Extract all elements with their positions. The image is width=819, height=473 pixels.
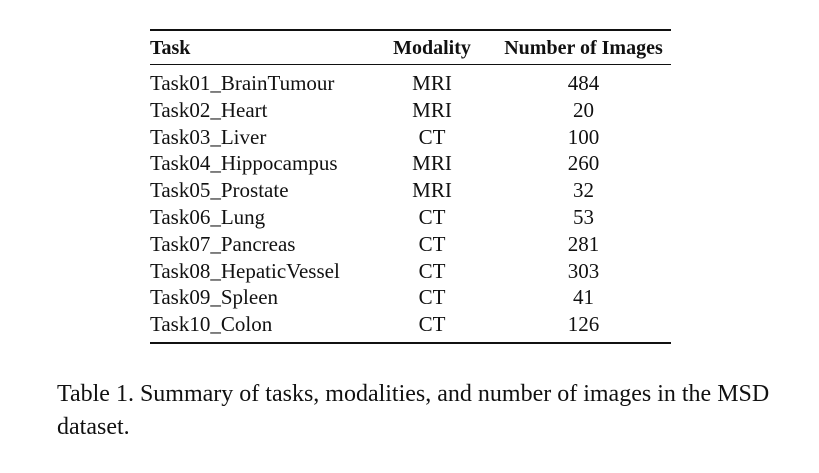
msd-summary-table [150,29,671,344]
table-row [150,311,671,343]
cell-modality: MRI [412,71,452,95]
table-row [150,231,671,258]
table-row [150,150,671,177]
msd-summary-table-container [150,29,671,344]
table-caption: Table 1. Summary of tasks, modalities, and number of images in the MSD dataset. [57,381,770,440]
cell-task: Task07_Pancreas [150,231,296,256]
cell-number-of-images: 41 [573,285,594,310]
cell-number-of-images: 53 [573,204,594,229]
table-header-row [150,30,671,65]
table-row [150,258,671,285]
table-row [150,204,671,231]
cell-task: Task08_HepaticVessel [150,258,340,283]
cell-number-of-images: 484 [567,71,600,95]
cell-number-of-images: 281 [567,231,600,256]
cell-task: Task09_Spleen [150,285,279,310]
cell-modality: CT [418,124,446,149]
table-row [150,124,671,151]
table-row [150,177,671,204]
header-task: Task [150,37,191,59]
cell-number-of-images: 303 [567,258,600,283]
cell-modality: MRI [412,178,452,203]
cell-task: Task03_Liver [150,124,267,149]
cell-modality: CT [418,204,446,229]
cell-number-of-images: 20 [573,97,594,122]
header-number-of-images: Number of Images [504,37,663,59]
cell-modality: CT [418,312,446,337]
cell-task: Task02_Heart [150,97,268,122]
cell-modality: MRI [412,151,452,176]
cell-modality: CT [418,285,446,310]
table-row [150,284,671,311]
cell-task: Task10_Colon [150,312,273,337]
cell-task: Task01_BrainTumour [150,71,335,95]
cell-modality: CT [418,231,446,256]
header-modality: Modality [393,37,471,59]
cell-modality: CT [418,258,446,283]
cell-task: Task04_Hippocampus [150,151,338,176]
cell-modality: MRI [412,97,452,122]
cell-number-of-images: 32 [573,178,594,203]
cell-number-of-images: 126 [567,312,600,337]
cell-number-of-images: 260 [567,151,600,176]
table-row [150,65,671,97]
cell-number-of-images: 100 [567,124,600,149]
table-row [150,97,671,124]
cell-task: Task05_Prostate [150,178,289,203]
cell-task: Task06_Lung [150,204,266,229]
